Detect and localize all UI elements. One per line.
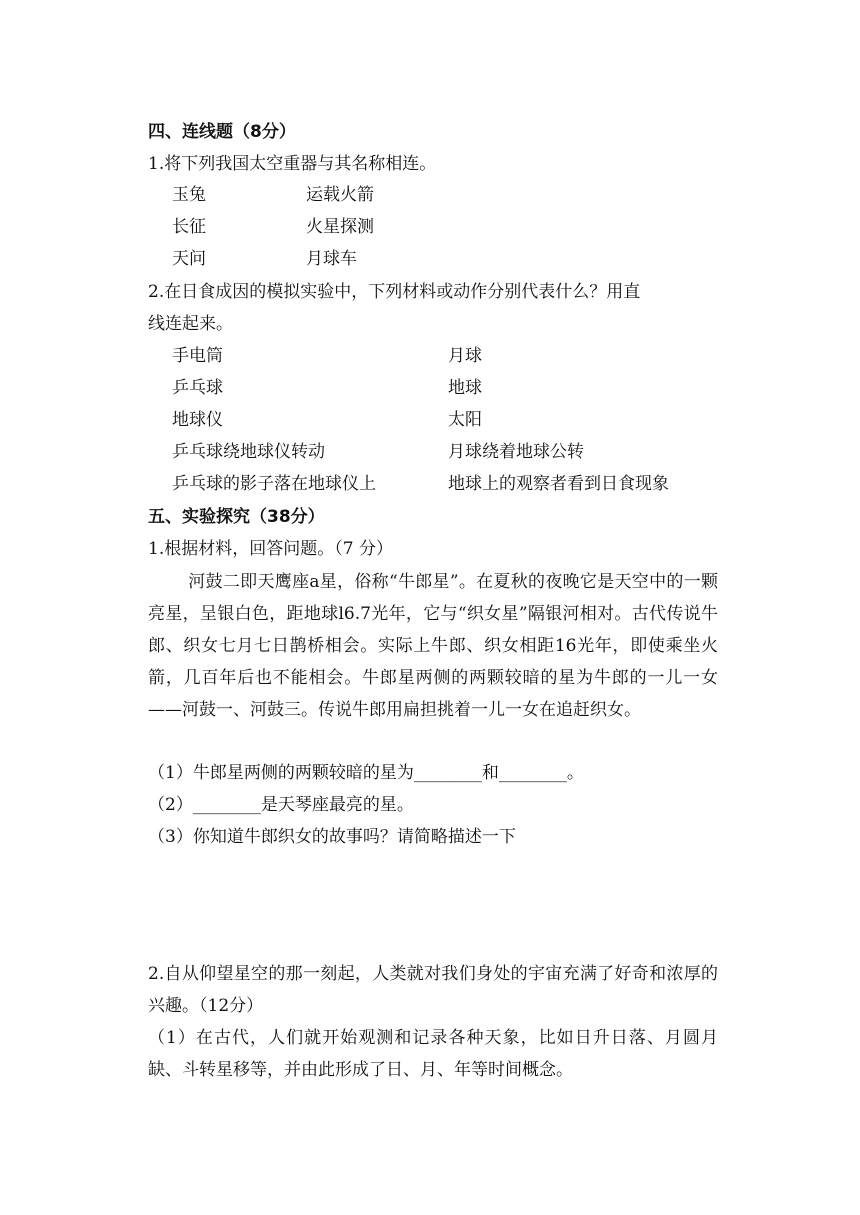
q2-left-item: 乒乓球绕地球仪转动 bbox=[172, 442, 325, 462]
q1-right-item: 火星探测 bbox=[306, 217, 374, 237]
q1-prompt: 1.将下列我国太空重器与其名称相连。 bbox=[148, 154, 437, 174]
s5-q1-prompt: 1.根据材料，回答问题。（7 分） bbox=[148, 539, 393, 559]
q2-prompt-line1: 2.在日食成因的模拟实验中，下列材料或动作分别代表什么？用直 bbox=[148, 282, 641, 302]
q2-left-item: 乒乓球 bbox=[172, 378, 223, 398]
q2-right-item: 月球绕着地球公转 bbox=[448, 442, 584, 462]
q1-right-item: 运载火箭 bbox=[306, 185, 374, 205]
q1-left-item: 玉兔 bbox=[172, 185, 206, 205]
q1-left-item: 长征 bbox=[172, 217, 206, 237]
s5-q1-passage bbox=[148, 566, 718, 726]
section5-heading: 五、实验探究（38分） bbox=[148, 507, 325, 527]
q2-left-item: 手电筒 bbox=[172, 346, 223, 366]
q2-left-item: 地球仪 bbox=[172, 410, 223, 430]
s5-q1-sub2: （2）________是天琴座最亮的星。 bbox=[148, 795, 414, 815]
s5-q1-sub1: （1）牛郎星两侧的两颗较暗的星为________和________。 bbox=[148, 763, 584, 783]
q2-right-item: 地球上的观察者看到日食现象 bbox=[448, 474, 669, 494]
passage-text: 河鼓二即天鹰座a星，俗称“牛郎星”。在夏秋的夜晚它是天空中的一颗亮星，呈银白色，距地球l6.7光年，它与“织女星”隔银河相对。古代传说牛郎、织女七月七日鹊桥相会。实际上牛郎、织女相距16光年，即使乘坐火箭，几百年后也不能相会。牛郎星两侧的两颗较暗的星为牛郎的一儿一女——河鼓一、河鼓三。传说牛郎用扁担挑着一儿一女在追赶织女。 bbox=[148, 572, 718, 720]
s5-q2-prompt: 2.自从仰望星空的那一刻起，人类就对我们身处的宇宙充满了好奇和浓厚的兴趣。（12分） bbox=[148, 964, 718, 1016]
s5-q1-sub3: （3）你知道牛郎织女的故事吗？请简略描述一下 bbox=[148, 827, 516, 847]
q2-left-item: 乒乓球的影子落在地球仪上 bbox=[172, 474, 376, 494]
q2-right-item: 太阳 bbox=[448, 410, 482, 430]
s5-q2-sub1: （1）在古代，人们就开始观测和记录各种天象，比如日升日落、月圆月缺、斗转星移等，并由此形成了日、月、年等时间概念。 bbox=[148, 1028, 718, 1080]
q2-prompt-line2: 线连起来。 bbox=[148, 314, 233, 334]
q1-right-item: 月球车 bbox=[306, 249, 357, 269]
q2-right-item: 地球 bbox=[448, 378, 482, 398]
q1-left-item: 天问 bbox=[172, 249, 206, 269]
section4-heading: 四、连线题（8分） bbox=[148, 122, 296, 142]
q2-right-item: 月球 bbox=[448, 346, 482, 366]
